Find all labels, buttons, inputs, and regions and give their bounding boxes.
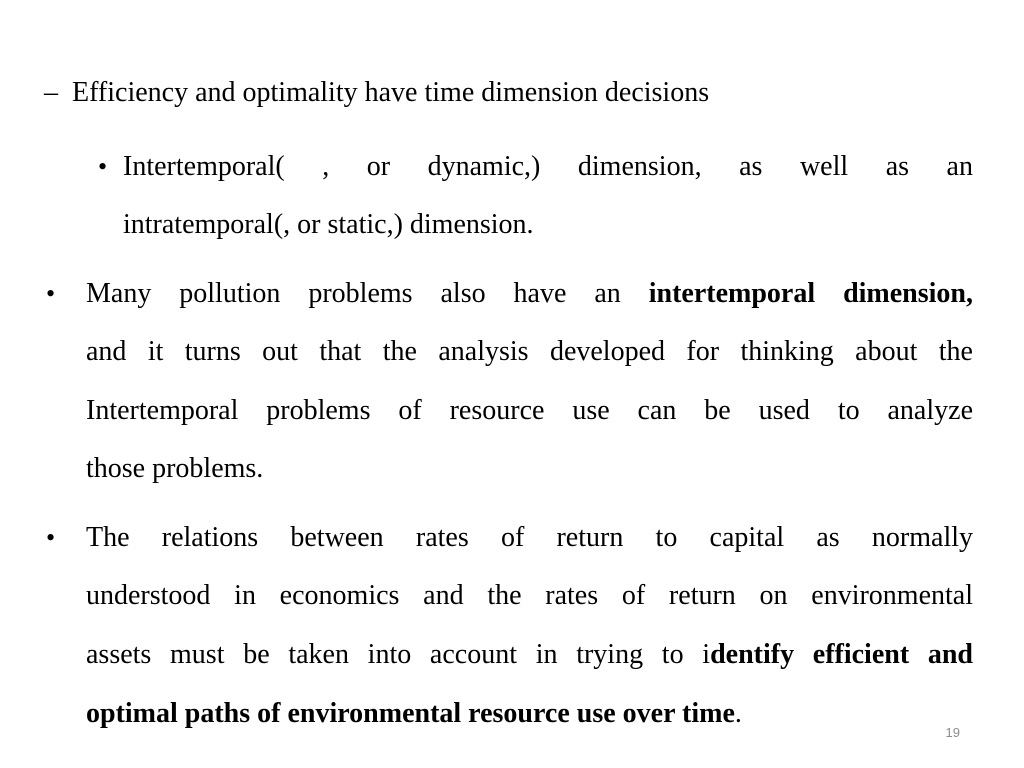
bullet-2-line-3-bold: dentify efficient and (710, 639, 974, 670)
bullet-2-line-2: understood in economics and the rates of return on environmental (86, 580, 973, 611)
bullet-2-line-1: The relations between rates of return to capital as normally (86, 522, 973, 553)
bullet-1-line-1-bold: intertemporal dimension, (648, 278, 973, 309)
bullet-2-marker: • (46, 523, 56, 552)
sub-bullet-line-2: intratemporal(, or static,) dimension. (123, 209, 534, 240)
bullet-1-line-4: those problems. (86, 453, 264, 484)
bullet-2-line-4-end: . (734, 698, 742, 729)
bullet-2-line-4 (86, 697, 742, 731)
sub-bullet-line-1: Intertemporal( , or dynamic,) dimension, as well as an (123, 151, 973, 182)
bullet-1-marker: • (46, 279, 56, 308)
page-number: 19 (945, 725, 960, 740)
dash-item-text: Efficiency and optimality have time dimension decisions (72, 77, 710, 108)
bullet-1-line-1-normal: Many pollution problems also have an (86, 278, 649, 309)
bullet-2-line-4-bold: optimal paths of environmental resource use over time (86, 698, 735, 729)
bullet-1-line-3: Intertemporal problems of resource use can be used to analyze (86, 395, 973, 426)
bullet-2-line-3 (86, 638, 973, 672)
bullet-2-line-3-normal: assets must be taken into account in trying to i (86, 639, 711, 670)
sub-bullet-marker: • (98, 152, 108, 181)
bullet-1-line-1 (86, 277, 973, 311)
bullet-1-line-2: and it turns out that the analysis developed for thinking about the (86, 336, 973, 367)
dash-marker: – (44, 77, 58, 108)
